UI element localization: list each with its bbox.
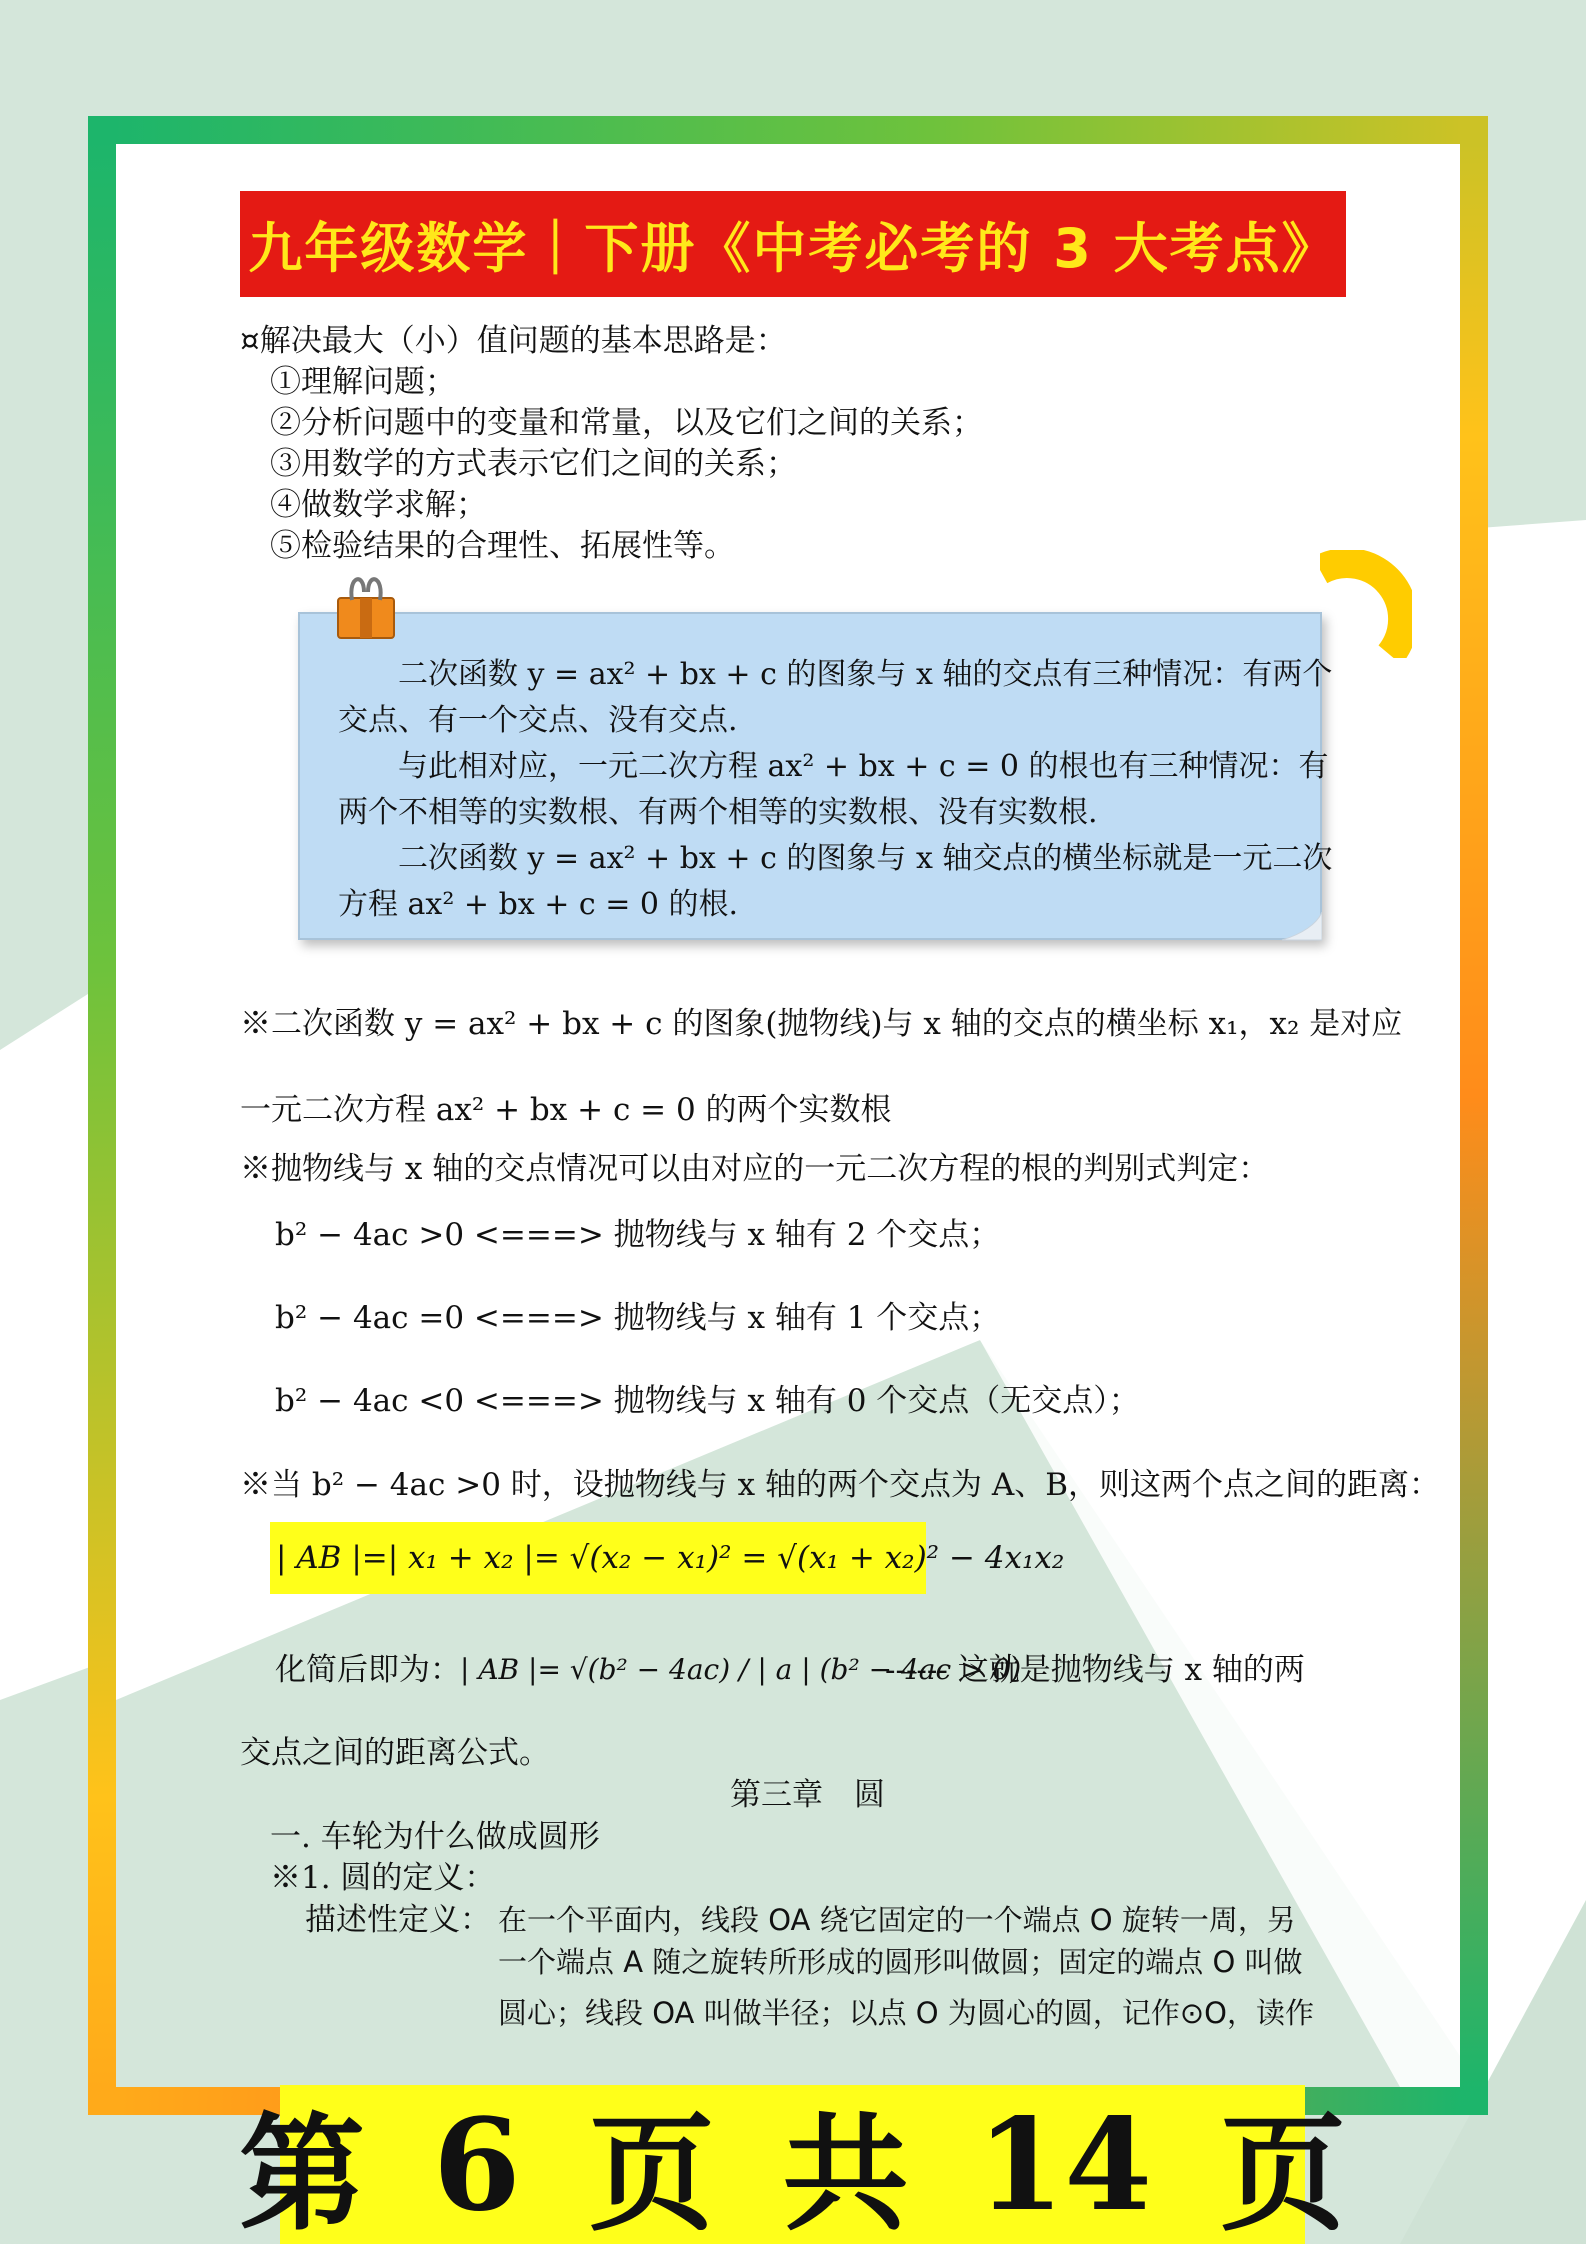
basic-thinking-heading: ¤解决最大（小）值问题的基本思路是：	[240, 323, 787, 359]
arc-decoration	[1320, 550, 1412, 658]
step-item: ③用数学的方式表示它们之间的关系；	[270, 446, 797, 482]
note-line: 与此相对应，一元二次方程 ax² + bx + c = 0 的根也有三种情况：有	[398, 749, 1329, 784]
note-line: 交点、有一个交点、没有交点.	[338, 703, 738, 738]
note-box	[298, 612, 1333, 940]
definition-line: 一个端点 A 随之旋转所形成的圆形叫做圆；固定的端点 O 叫做	[498, 1945, 1303, 1979]
page-curl-icon	[1262, 912, 1322, 942]
footer-part: 第	[239, 2100, 365, 2248]
case-one-intersection: b² − 4ac =0 <===> 抛物线与 x 轴有 1 个交点；	[275, 1300, 1001, 1336]
section-heading: 一. 车轮为什么做成圆形	[270, 1819, 600, 1855]
step-item: ②分析问题中的变量和常量，以及它们之间的关系；	[270, 405, 983, 441]
case-two-intersections: b² − 4ac >0 <===> 抛物线与 x 轴有 2 个交点；	[275, 1217, 1001, 1253]
paragraph-roots-cont: 一元二次方程 ax² + bx + c = 0 的两个实数根	[240, 1092, 892, 1128]
page-title: 九年级数学｜下册《中考必考的 3 大考点》	[240, 191, 1346, 297]
step-item: ④做数学求解；	[270, 487, 487, 523]
footer-part: 页	[1220, 2100, 1347, 2248]
page-number-footer	[239, 2085, 1347, 2248]
note-line: 二次函数 y = ax² + bx + c 的图象与 x 轴交点的横坐标就是一元二次	[398, 841, 1333, 876]
note-line: 两个不相等的实数根、有两个相等的实数根、没有实数根.	[338, 795, 1098, 830]
note-line: 方程 ax² + bx + c = 0 的根.	[338, 887, 739, 922]
definition-line: 在一个平面内，线段 OA 绕它固定的一个端点 O 旋转一周，另	[498, 1903, 1296, 1937]
footer-part: 共	[782, 2100, 909, 2248]
distance-formula: | AB |=| x₁ + x₂ |= √(x₂ − x₁)² = √(x₁ + x₂)² − 4x₁x₂	[276, 1540, 1065, 1576]
paragraph-roots: ※二次函数 y = ax² + bx + c 的图象(抛物线)与 x 轴的交点的横坐标 x₁，x₂ 是对应	[240, 1006, 1403, 1042]
definition-line: 圆心；线段 OA 叫做半径；以点 O 为圆心的圆，记作⊙O，读作	[498, 1996, 1314, 2030]
paragraph-distance-end: 交点之间的距离公式。	[240, 1735, 550, 1771]
step-item: ①理解问题；	[270, 364, 456, 400]
subsection-heading: ※1. 圆的定义：	[270, 1860, 496, 1896]
paragraph-distance: ※当 b² − 4ac >0 时，设抛物线与 x 轴的两个交点为 A、B，则这两个点之间的距离：	[240, 1467, 1440, 1503]
step-item: ⑤检验结果的合理性、拓展性等。	[270, 528, 735, 564]
binder-clip-icon	[334, 572, 398, 642]
note-line: 二次函数 y = ax² + bx + c 的图象与 x 轴的交点有三种情况：有两个	[398, 657, 1333, 692]
paragraph-discriminant: ※抛物线与 x 轴的交点情况可以由对应的一元二次方程的根的判别式判定：	[240, 1151, 1270, 1187]
footer-part: 页	[588, 2100, 715, 2248]
case-no-intersection: b² − 4ac <0 <===> 抛物线与 x 轴有 0 个交点（无交点）；	[275, 1383, 1140, 1419]
footer-part: 6	[433, 2090, 521, 2239]
simplified-suffix: ------ 这就是抛物线与 x 轴的两	[885, 1652, 1305, 1688]
footer-part: 14	[976, 2090, 1153, 2239]
simplified-formula: | AB |= √(b² − 4ac) / | a | (b² − 4ac > 0)	[460, 1653, 1022, 1686]
simplified-prefix: 化简后即为：	[275, 1652, 461, 1688]
chapter-title: 第三章 圆	[730, 1777, 885, 1813]
definition-label: 描述性定义：	[305, 1902, 491, 1938]
